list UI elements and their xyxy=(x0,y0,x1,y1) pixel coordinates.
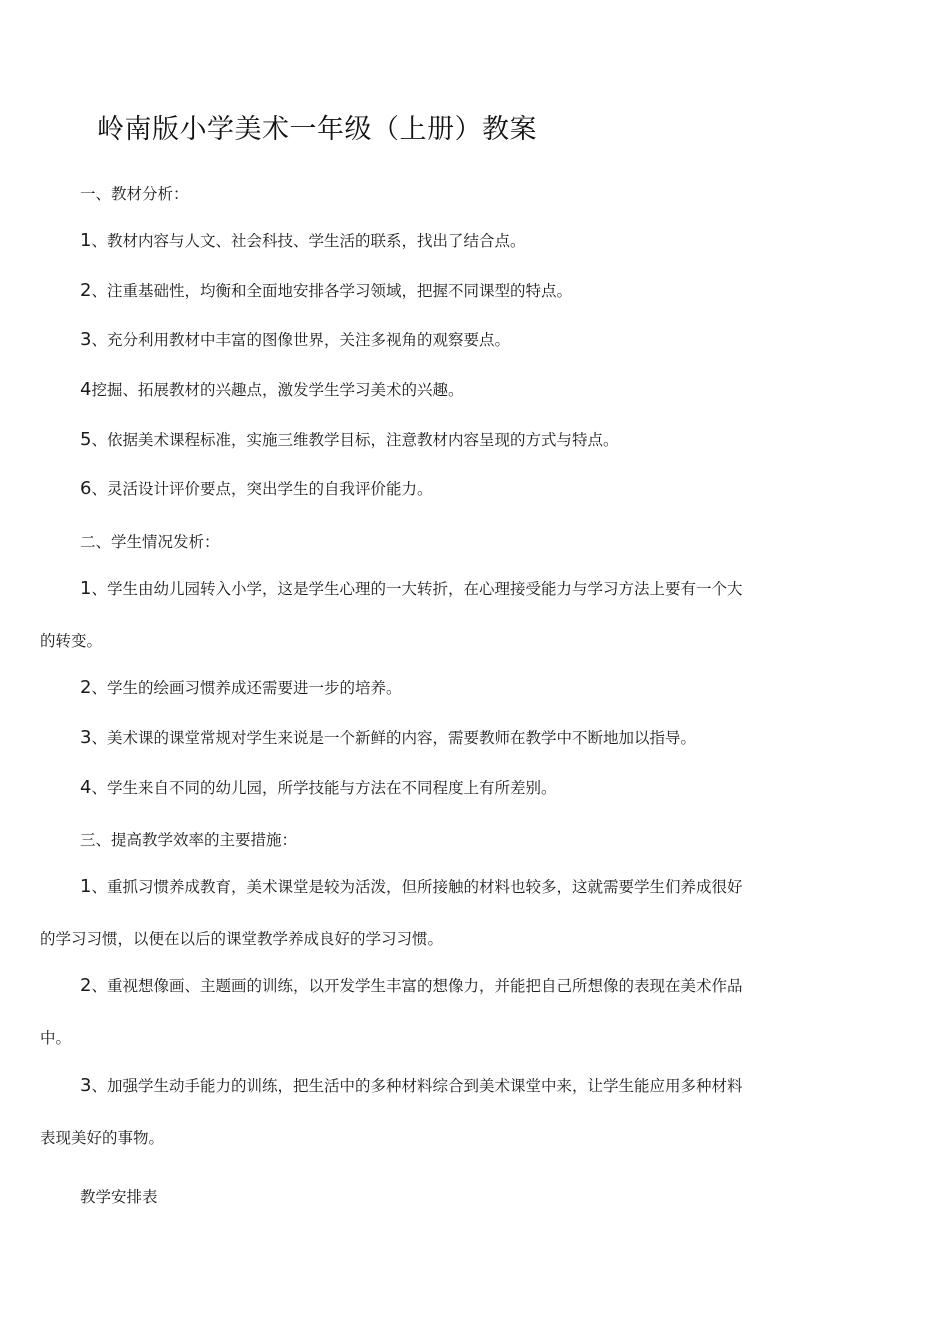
list-item xyxy=(80,577,742,599)
list-item xyxy=(80,378,463,400)
list-item-continuation: 的学习习惯，以便在以后的课堂教学养成良好的学习习惯。 xyxy=(40,930,444,948)
item-text: 、充分利用教材中丰富的图像世界，关注多视角的观察要点。 xyxy=(91,331,510,349)
list-item xyxy=(80,1074,742,1096)
item-number: 4 xyxy=(80,777,92,798)
list-item xyxy=(80,328,510,350)
list-item xyxy=(80,974,742,996)
item-text: 、注重基础性，均衡和全面地安排各学习领域，把握不同课型的特点。 xyxy=(91,282,572,300)
list-item-continuation: 的转变。 xyxy=(40,632,103,650)
item-text: 、重抓习惯养成教育，美术课堂是较为活泼，但所接触的材料也较多，这就需要学生们养成很好 xyxy=(91,878,743,896)
item-text: 、重视想像画、主题画的训练，以开发学生丰富的想像力，并能把自己所想像的表现在美术作品 xyxy=(91,977,743,995)
item-text: 、学生的绘画习惯养成还需要进一步的培养。 xyxy=(91,679,402,697)
item-number: 3 xyxy=(80,1075,92,1096)
section-heading: 二、学生情况发析： xyxy=(80,533,220,551)
list-item xyxy=(80,229,525,251)
item-text: 、学生由幼儿园转入小学，这是学生心理的一大转折，在心理接受能力与学习方法上要有一个大 xyxy=(91,580,743,598)
list-item xyxy=(80,279,572,301)
item-text: 挖掘、拓展教材的兴趣点，激发学生学习美术的兴趣。 xyxy=(91,381,464,399)
item-number: 5 xyxy=(80,429,92,450)
table-caption: 教学安排表 xyxy=(80,1188,158,1206)
item-number: 6 xyxy=(80,478,92,499)
item-text: 、教材内容与人文、社会科技、学生活的联系，找出了结合点。 xyxy=(91,232,526,250)
item-text: 、灵活设计评价要点，突出学生的自我评价能力。 xyxy=(91,480,433,498)
item-text: 、美术课的课堂常规对学生来说是一个新鲜的内容，需要教师在教学中不断地加以指导。 xyxy=(91,729,696,747)
list-item xyxy=(80,428,618,450)
list-item-continuation: 中。 xyxy=(40,1029,72,1047)
list-item xyxy=(80,477,432,499)
list-item xyxy=(80,776,556,798)
item-text: 、学生来自不同的幼儿园，所学技能与方法在不同程度上有所差别。 xyxy=(91,779,557,797)
item-number: 1 xyxy=(80,230,92,251)
section-heading: 三、提高教学效率的主要措施： xyxy=(80,831,298,849)
item-number: 3 xyxy=(80,329,92,350)
item-number: 1 xyxy=(80,876,92,897)
item-text: 、依据美术课程标准，实施三维教学目标，注意教材内容呈现的方式与特点。 xyxy=(91,431,619,449)
item-text: 、加强学生动手能力的训练，把生活中的多种材料综合到美术课堂中来，让学生能应用多种材料 xyxy=(91,1077,743,1095)
item-number: 1 xyxy=(80,578,92,599)
item-number: 3 xyxy=(80,727,92,748)
list-item xyxy=(80,726,696,748)
item-number: 2 xyxy=(80,677,92,698)
page-title: 岭南版小学美术一年级（上册）教案 xyxy=(97,114,537,145)
list-item xyxy=(80,875,742,897)
list-item xyxy=(80,676,401,698)
section-heading: 一、教材分析： xyxy=(80,185,189,203)
item-number: 2 xyxy=(80,975,92,996)
list-item-continuation: 表现美好的事物。 xyxy=(40,1129,165,1147)
item-number: 2 xyxy=(80,280,92,301)
item-number: 4 xyxy=(80,379,92,400)
